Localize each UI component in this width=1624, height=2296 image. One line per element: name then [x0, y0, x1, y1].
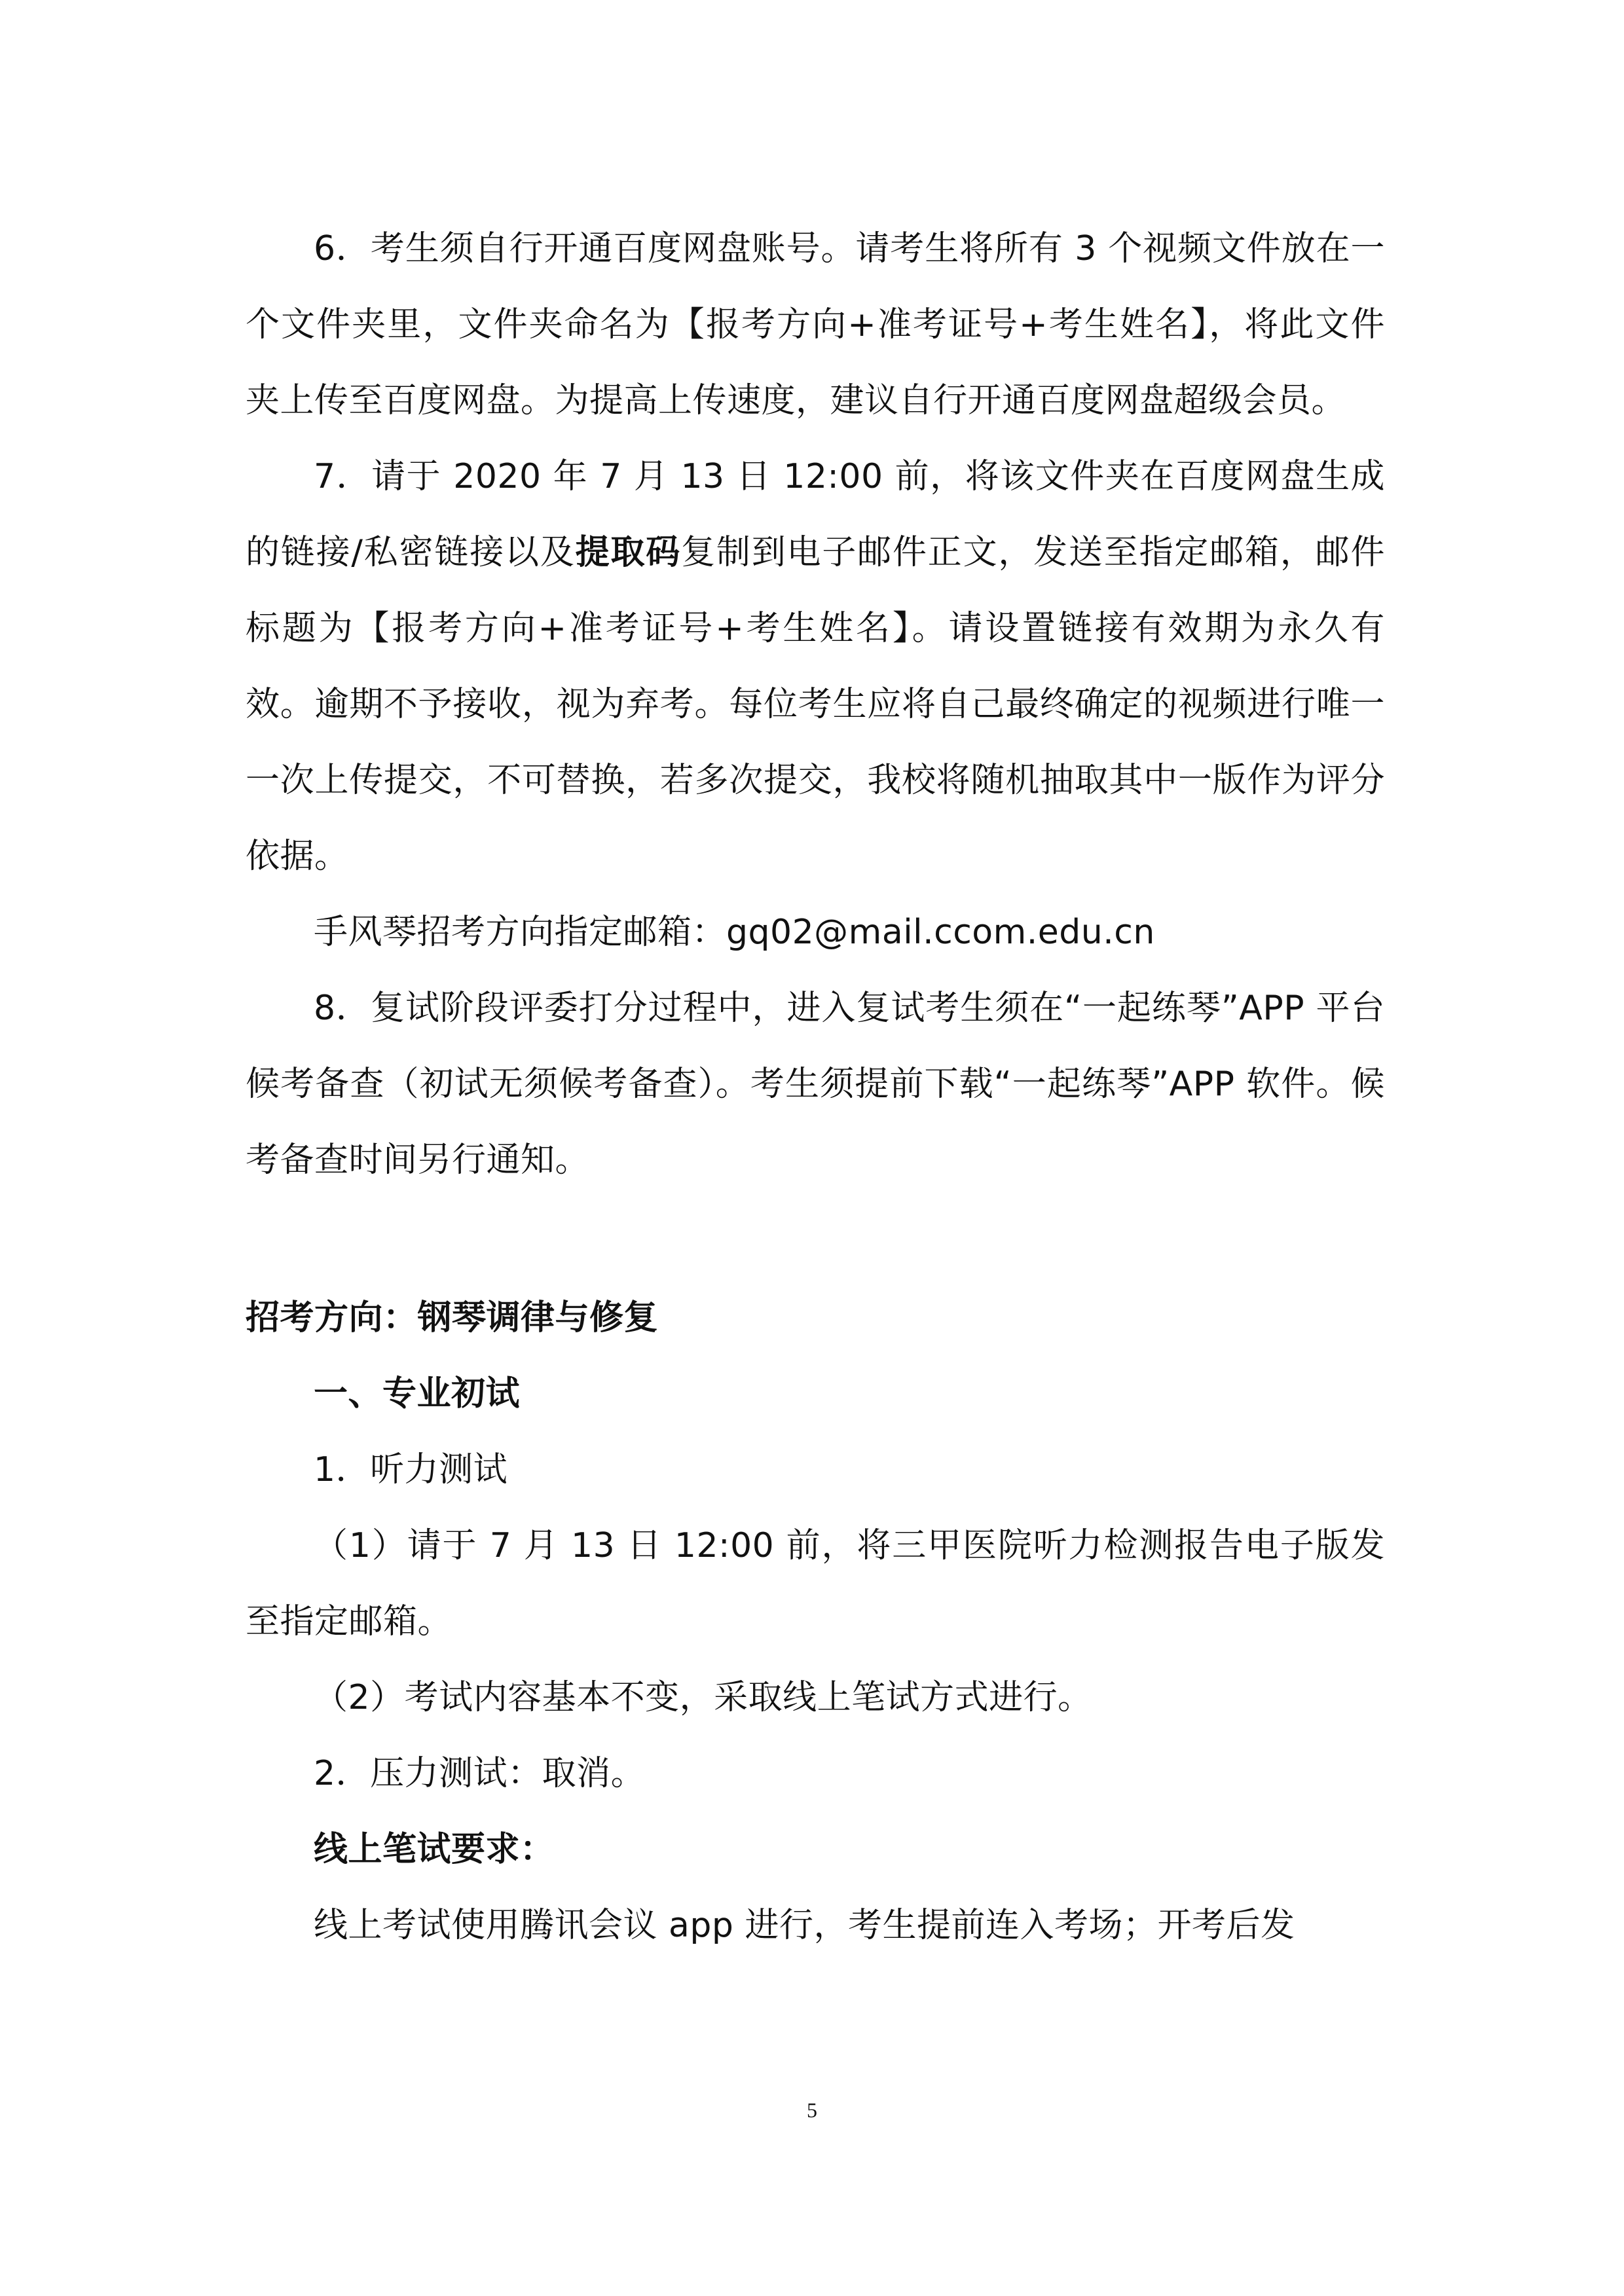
extraction-code-bold: 提取码	[575, 533, 682, 572]
page-number: 5	[807, 2098, 817, 2122]
online-exam-text: 线上考试使用腾讯会议 app 进行，考生提前连入考场；开考后发	[314, 1906, 1295, 1945]
item-pressure-test: 2．压力测试：取消。	[314, 1754, 646, 1793]
section-gap	[246, 1198, 1385, 1280]
online-exam-heading: 线上笔试要求：	[314, 1830, 555, 1869]
sub-heading-initial-exam: 一、专业初试	[314, 1374, 521, 1413]
direction-heading: 招考方向：钢琴调律与修复	[246, 1298, 659, 1338]
paragraph-item-7	[246, 439, 1385, 894]
paragraph-item-8: 8．复试阶段评委打分过程中，进入复试考生须在“一起练琴”APP 平台候考备查（初试无须候考备查）。考生须提前下载“一起练琴”APP 软件。候考备查时间另行通知。	[246, 989, 1385, 1180]
item-listening-test-2: （2）考试内容基本不变，采取线上笔试方式进行。	[314, 1678, 1092, 1717]
item-listening-test-1: （1）请于 7 月 13 日 12:00 前，将三甲医院听力检测报告电子版发至指定邮箱。	[246, 1526, 1385, 1641]
paragraph-item-7-part2: 复制到电子邮件正文，发送至指定邮箱，邮件标题为【报考方向+准考证号+考生姓名】。请设置链接有效期为永久有效。逾期不予接收，视为弃考。每位考生应将自己最终确定的视频进行唯一一次上传提交，不可替换，若多次提交，我校将随机抽取其中一版作为评分依据。	[246, 533, 1385, 876]
paragraph-item-7-part1: 7．请于 2020 年 7 月 13 日 12:00 前，将该文件夹在百度网盘生成的链接/私密链接以及	[246, 457, 1385, 572]
paragraph-item-6: 6．考生须自行开通百度网盘账号。请考生将所有 3 个视频文件放在一个文件夹里，文件夹命名为【报考方向+准考证号+考生姓名】，将此文件夹上传至百度网盘。为提高上传速度，建议自行开通百度网盘超级会员。	[246, 229, 1385, 420]
accordion-email-line: 手风琴招考方向指定邮箱：gq02@mail.ccom.edu.cn	[314, 913, 1155, 952]
item-listening-test: 1．听力测试	[314, 1450, 508, 1489]
document-body	[246, 211, 1385, 1963]
